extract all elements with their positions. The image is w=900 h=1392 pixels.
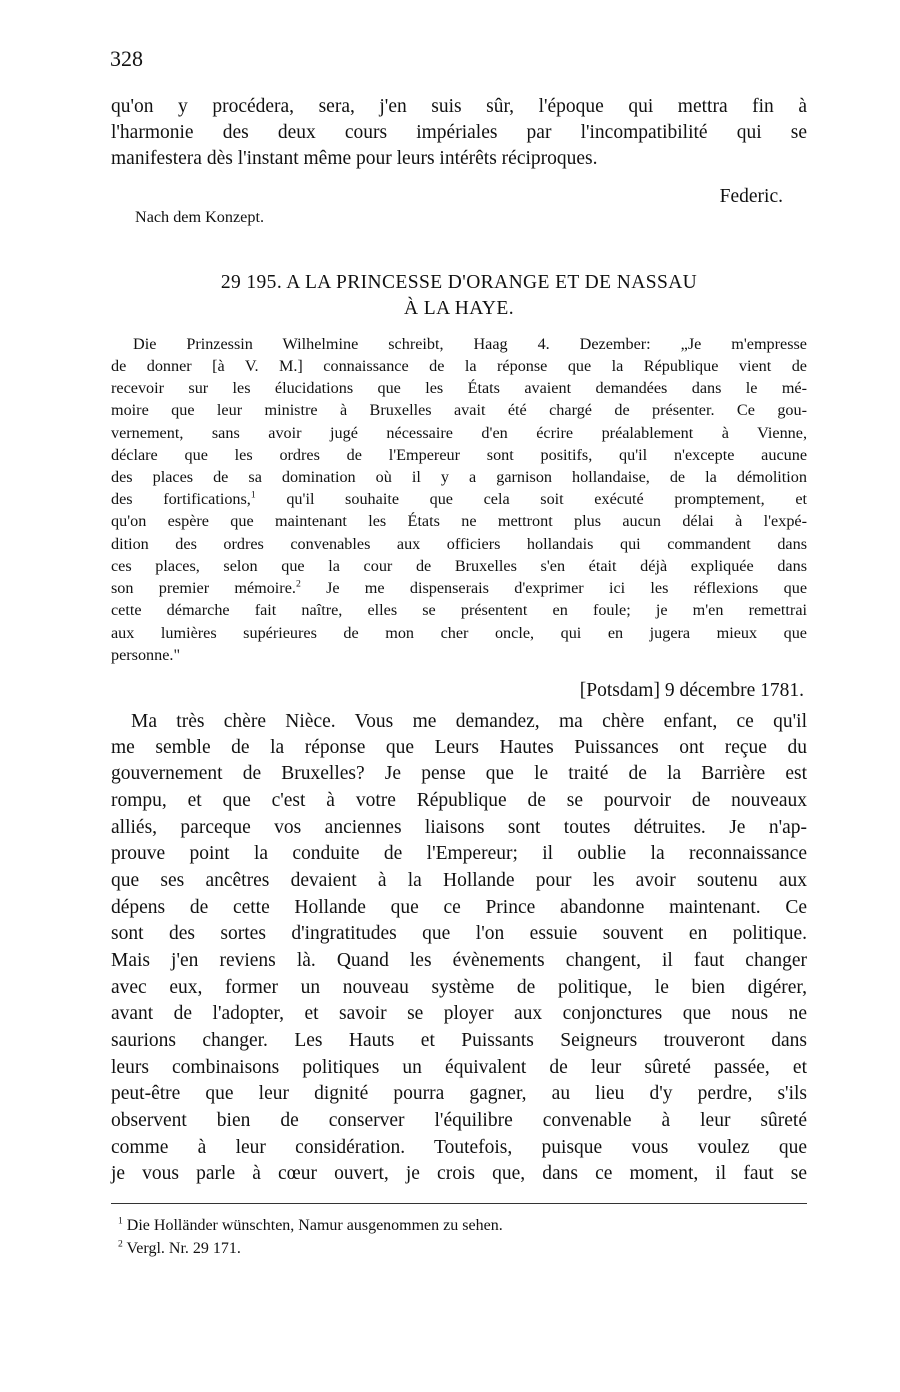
letter-line: comme à leur considération. Toutefois, puisque vous voulez que (111, 1137, 807, 1158)
letter-line: me semble de la réponse que Leurs Hautes Puissances ont reçue du (111, 737, 807, 758)
intro-line: personne." (111, 646, 181, 664)
footnote (118, 1240, 241, 1258)
letter-line: alliés, parceque vos anciennes liaisons sont toutes détruites. Je n'ap- (111, 817, 807, 838)
letter-line: avant de l'adopter, et savoir se ployer aux conjonctures que nous ne (111, 1003, 807, 1024)
dateline: [Potsdam] 9 décembre 1781. (579, 680, 804, 701)
letter-line: que ses ancêtres devaient à la Hollande pour les avoir soutenu aux (111, 870, 807, 891)
intro-line: aux lumières supérieures de mon cher oncle, qui en jugera mieux que (111, 624, 807, 642)
intro-text: Je me dispenserais d'exprimer ici les réflexions que (300, 579, 807, 597)
letter-line: sont des sortes d'ingratitudes que l'on essuie souvent en politique. (111, 923, 807, 944)
intro-line: qu'on espère que maintenant les États ne mettront plus aucun délai à l'expé- (111, 512, 807, 530)
letter-line: leurs combinaisons politiques un équivalent de leur sûreté passée, et (111, 1057, 807, 1078)
intro-line: Die Prinzessin Wilhelmine schreibt, Haag 4. Dezember: „Je m'empresse (133, 335, 807, 353)
intro-text: des fortifications, (111, 490, 251, 508)
body-line: l'harmonie des deux cours impériales par l'incompatibilité qui se (111, 122, 807, 143)
letter-line: prouve point la conduite de l'Empereur; il oublie la reconnaissance (111, 843, 807, 864)
footnote-marker: 2 (118, 1238, 123, 1250)
intro-line: cette démarche fait naître, elles se présentent en foule; je m'en remettrai (111, 601, 807, 619)
letter-line: gouvernement de Bruxelles? Je pense que le traité de la Barrière est (111, 763, 807, 784)
intro-line: ces places, selon que la cour de Bruxelles s'en était déjà expliquée dans (111, 557, 807, 575)
footnote (118, 1217, 503, 1235)
letter-line: dépens de cette Hollande que ce Prince abandonne maintenant. Ce (111, 897, 807, 918)
intro-line: dition des ordres convenables aux officiers hollandais qui commandent dans (111, 535, 807, 553)
body-line: manifestera dès l'instant même pour leurs intérêts réciproques. (111, 148, 598, 169)
footnote-text: Die Holländer wünschten, Namur ausgenommen zu sehen. (126, 1217, 503, 1234)
intro-line (111, 490, 807, 509)
letter-line: avec eux, former un nouveau système de politique, le bien digérer, (111, 977, 807, 998)
footnote-divider (111, 1203, 807, 1204)
intro-line (111, 579, 807, 598)
letter-line: Ma très chère Nièce. Vous me demandez, ma chère enfant, ce qu'il (131, 711, 807, 732)
intro-line: déclare que les ordres de l'Empereur sont positifs, qu'il n'excepte aucune (111, 446, 807, 464)
letter-line: observent bien de conserver l'équilibre convenable à leur sûreté (111, 1110, 807, 1131)
letter-line: saurions changer. Les Hauts et Puissants Seigneurs trouveront dans (111, 1030, 807, 1051)
letter-line: Mais j'en reviens là. Quand les évènements changent, il faut changer (111, 950, 807, 971)
letter-heading-place: À LA HAYE. (404, 298, 514, 319)
intro-text: qu'il souhaite que cela soit exécuté promptement, et (255, 490, 807, 508)
footnote-ref: 2 (295, 578, 301, 590)
page-number: 328 (110, 46, 143, 71)
footnote-ref: 1 (250, 489, 256, 501)
letter-line: je vous parle à cœur ouvert, je crois que, dans ce moment, il faut se (111, 1163, 807, 1184)
intro-line: des places de sa domination où il y a garnison hollandaise, de la démolition (111, 468, 807, 486)
source-note: Nach dem Konzept. (135, 208, 265, 226)
intro-text: son premier mémoire. (111, 579, 296, 597)
intro-line: vernement, sans avoir jugé nécessaire d'en écrire préalablement à Vienne, (111, 424, 807, 442)
intro-line: de donner [à V. M.] connaissance de la réponse que la République vient de (111, 357, 807, 375)
intro-line: moire que leur ministre à Bruxelles avait été chargé de présenter. Ce gou- (111, 401, 807, 419)
body-line: qu'on y procédera, sera, j'en suis sûr, l'époque qui mettra fin à (111, 96, 807, 117)
footnote-marker: 1 (118, 1215, 123, 1227)
letter-line: peut-être que leur dignité pourra gagner, au lieu d'y perdre, s'ils (111, 1083, 807, 1104)
signature: Federic. (719, 186, 783, 207)
letter-line: rompu, et que c'est à votre République de se pourvoir de nouveaux (111, 790, 807, 811)
footnote-text: Vergl. Nr. 29 171. (126, 1240, 241, 1257)
intro-line: recevoir sur les élucidations que les États avaient demandées dans le mé- (111, 379, 807, 397)
letter-heading: 29 195. A LA PRINCESSE D'ORANGE ET DE NASSAU (220, 272, 698, 293)
